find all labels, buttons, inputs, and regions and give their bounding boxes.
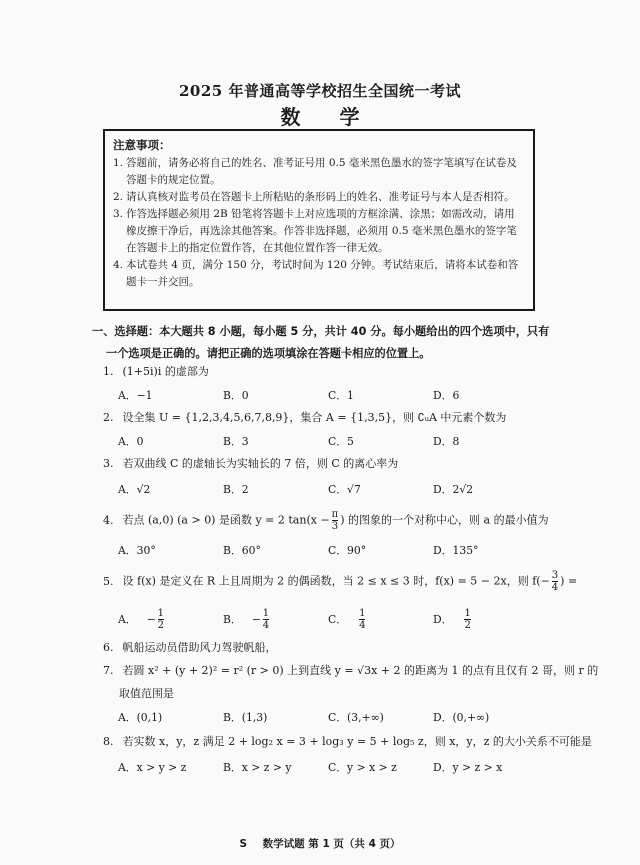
question-stem: 若圆 x² + (y + 2)² = r² (r > 0) 上到直线 y = √3x + 2 的距离为 1 的点有且仅有 2 哥，则 r 的 (122, 664, 599, 677)
fraction-denominator: 4 (359, 619, 366, 631)
question-3 (103, 456, 398, 472)
section-heading (92, 321, 552, 365)
option-b[interactable]: B．0 (223, 388, 249, 402)
option-label: D． (433, 612, 453, 626)
page-footer (0, 836, 640, 851)
notice-item-text: 请认真核对监考员在答题卡上所粘贴的条形码上的姓名、准考证号与本人是否相符。 (126, 191, 515, 203)
option-a[interactable]: A．−1 (118, 388, 153, 402)
option-fraction (464, 608, 470, 631)
question-number: 1. (103, 365, 114, 378)
option-c[interactable]: C．y > x > z (328, 760, 397, 774)
option-d[interactable]: D．8 (433, 434, 460, 448)
question-4-options (118, 540, 538, 560)
notice-item-number: 3. (113, 208, 124, 220)
question-8-options (118, 757, 538, 777)
question-stem-part-2: ) 的图象的一个对称中心，则 a 的最小值为 (340, 513, 549, 527)
question-stem: 若双曲线 C 的虚轴长为实轴长的 7 倍，则 C 的离心率为 (122, 457, 399, 470)
option-c[interactable]: C．1 (328, 388, 354, 402)
footer-page-text: 数学试题 第 1 页（共 4 页） (262, 838, 401, 850)
question-7 (103, 663, 598, 679)
option-sign: − (251, 612, 261, 626)
fraction-denominator: 2 (157, 619, 165, 631)
question-7-stem-continued: 取值范围是 (119, 687, 174, 700)
fraction-denominator: 4 (551, 582, 559, 593)
fraction (552, 570, 558, 593)
question-number: 3. (103, 457, 114, 470)
option-d[interactable]: D．135° (433, 543, 479, 557)
notice-item-number: 4. (113, 259, 124, 271)
question-5-options (118, 605, 538, 633)
option-c[interactable]: C．90° (328, 543, 367, 557)
question-number: 4. (103, 513, 114, 527)
option-b[interactable]: B．2 (223, 482, 249, 496)
option-c[interactable]: C．(3,+∞) (328, 710, 384, 724)
fraction (332, 509, 339, 532)
option-sign: − (146, 612, 156, 626)
fraction-numerator: 1 (359, 607, 366, 619)
notice-box (103, 129, 535, 311)
question-3-options (118, 479, 538, 499)
question-number: 6. (103, 641, 114, 654)
question-8 (103, 734, 592, 750)
option-b[interactable]: B．60° (223, 543, 261, 557)
notice-item (113, 189, 525, 206)
section-line-1: 一、选择题：本大题共 8 小题，每小题 5 分，共计 40 分。每小题给出的四个选项中，只有 (92, 325, 550, 338)
option-a[interactable]: A．x > y > z (118, 760, 187, 774)
question-2-options (118, 431, 538, 451)
option-c[interactable]: C．√7 (328, 482, 361, 496)
option-label: C． (328, 612, 348, 626)
option-a[interactable]: A．0 (118, 434, 144, 448)
section-line-2: 一个选项是正确的。请把正确的选项填涂在答题卡相应的位置上。 (106, 347, 431, 360)
question-stem-part-2: ) = (560, 574, 578, 588)
option-c[interactable]: C．5 (328, 434, 354, 448)
exam-title: 2025 年普通高等学校招生全国统一考试 (179, 82, 461, 100)
option-d[interactable] (433, 608, 538, 631)
option-label: A． (118, 612, 137, 626)
option-d[interactable]: D．6 (433, 388, 460, 402)
option-a[interactable]: A．(0,1) (118, 710, 163, 724)
notice-item-number: 2. (113, 191, 124, 203)
fraction-numerator: 1 (464, 607, 471, 619)
question-5 (103, 570, 577, 593)
fraction-numerator: 1 (262, 607, 270, 619)
notice-item (113, 155, 525, 189)
option-d[interactable]: D．(0,+∞) (433, 710, 490, 724)
option-fraction (263, 608, 269, 631)
option-c[interactable] (328, 608, 433, 631)
notice-item-text: 作答选择题必须用 2B 铅笔将答题卡上对应选项的方框涂满、涂黑；如需改动，请用橡皮擦干净后，再选涂其他答案。作答非选择题，必须用 0.5 毫米黑色墨水的签字笔在答题卡上的指定位置作答，在其他位置作答一律无效。 (126, 208, 517, 254)
question-number: 2. (103, 411, 114, 424)
question-number: 5. (103, 574, 114, 588)
notice-item-text: 本试卷共 4 页，满分 150 分，考试时间为 120 分钟。考试结束后，请将本试卷和答题卡一并交回。 (126, 259, 519, 288)
option-b[interactable] (223, 608, 328, 631)
fraction-numerator: π (331, 509, 339, 520)
notice-item-number: 1. (113, 157, 124, 169)
option-d[interactable]: D．y > z > x (433, 760, 503, 774)
fraction-denominator: 2 (464, 619, 471, 631)
fraction-denominator: 4 (262, 619, 270, 631)
fraction-numerator: 3 (551, 570, 559, 581)
notice-item (113, 257, 525, 291)
question-stem: 帆船运动员借助风力驾驶帆船， (122, 641, 277, 654)
option-a[interactable] (118, 608, 223, 631)
question-1 (103, 364, 209, 380)
fraction-denominator: 3 (331, 521, 339, 532)
option-fraction (359, 608, 365, 631)
option-a[interactable]: A．30° (118, 543, 156, 557)
fraction-numerator: 1 (157, 607, 165, 619)
question-stem: 设全集 U = {1,2,3,4,5,6,7,8,9}，集合 A = {1,3,5}，则 ∁ᵤA 中元素个数为 (122, 411, 507, 424)
question-stem: 若实数 x，y，z 满足 2 + log₂ x = 3 + log₃ y = 5 + log₅ z，则 x，y，z 的大小关系不可能是 (122, 735, 592, 748)
footer-mark: S (239, 838, 247, 850)
question-number: 7. (103, 664, 114, 677)
option-b[interactable]: B．(1,3) (223, 710, 268, 724)
question-2 (103, 410, 506, 426)
question-number: 8. (103, 735, 114, 748)
question-stem-part-1: 若点 (a,0) (a > 0) 是函数 y = 2 tan(x − (122, 513, 330, 527)
subject-title: 数 学 (280, 105, 376, 129)
question-1-options (118, 385, 538, 405)
option-label: B． (223, 612, 242, 626)
option-b[interactable]: B．3 (223, 434, 249, 448)
option-fraction (158, 608, 164, 631)
notice-heading: 注意事项： (113, 138, 171, 152)
notice-item-text: 答题前，请务必将自己的姓名、准考证号用 0.5 毫米黑色墨水的签字笔填写在试卷及答题卡的规定位置。 (126, 157, 517, 186)
option-d[interactable]: D．2√2 (433, 482, 474, 496)
option-b[interactable]: B．x > z > y (223, 760, 292, 774)
question-4 (103, 509, 549, 532)
question-stem: (1+5i)i 的虚部为 (122, 365, 209, 378)
option-a[interactable]: A．√2 (118, 482, 151, 496)
question-stem-part-1: 设 f(x) 是定义在 R 上且周期为 2 的偶函数，当 2 ≤ x ≤ 3 时，f(x) = 5 − 2x，则 f(− (122, 574, 550, 588)
question-6 (103, 640, 277, 656)
notice-item (113, 206, 525, 257)
question-7-options (118, 707, 538, 727)
